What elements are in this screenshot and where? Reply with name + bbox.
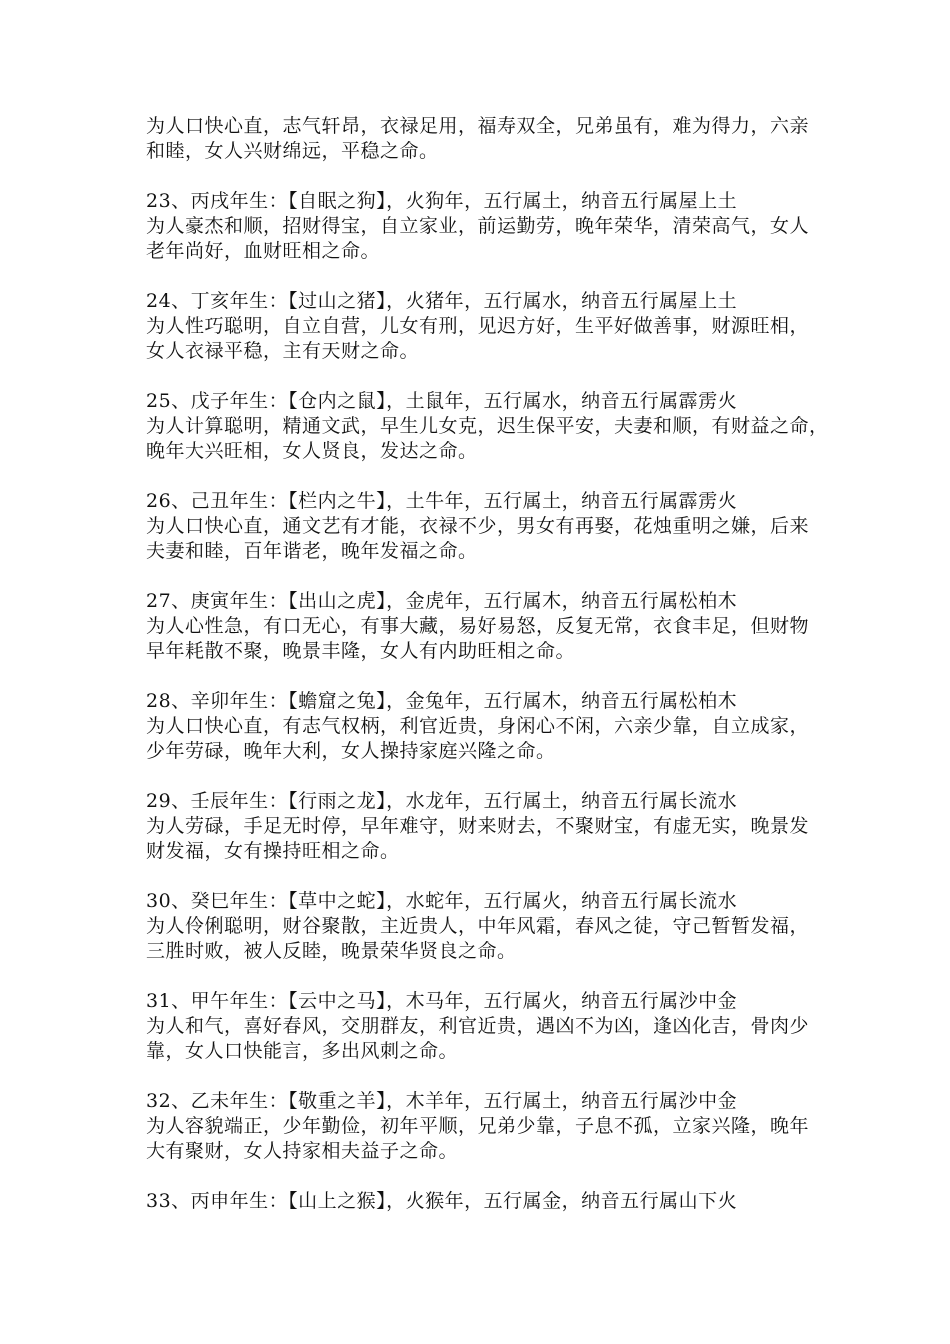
entry-header: 33、丙申年生：【山上之猴】，火猴年，五行属金，纳音五行属山下火 — [146, 1190, 738, 1212]
entry-32 — [146, 1089, 826, 1164]
entry-line: 为人容貌端正，少年勤俭，初年平顺，兄弟少靠，子息不孤，立家兴隆，晚年 — [146, 1115, 810, 1137]
entry-line: 为人心性急，有口无心，有事大藏，易好易怒，反复无常，衣食丰足，但财物 — [146, 615, 810, 637]
entry-27 — [146, 589, 826, 664]
entry-header: 27、庚寅年生：【出山之虎】，金虎年，五行属木，纳音五行属松柏木 — [146, 590, 738, 612]
entry-header: 26、己丑年生：【栏内之牛】，土牛年，五行属土，纳音五行属霹雳火 — [146, 490, 738, 512]
entry-header: 31、甲午年生：【云中之马】，木马年，五行属火，纳音五行属沙中金 — [146, 990, 738, 1012]
entry-25 — [146, 389, 829, 464]
entry-line: 为人性巧聪明，自立自营，儿女有刑，见迟方好，生平好做善事，财源旺相， — [146, 315, 810, 337]
entry-line: 为人和气，喜好春风，交朋群友，利官近贵，遇凶不为凶，逢凶化吉，骨肉少 — [146, 1015, 810, 1037]
entry-29 — [146, 789, 826, 864]
entry-line: 老年尚好，血财旺相之命。 — [146, 240, 381, 262]
entry-header: 29、壬辰年生：【行雨之龙】，水龙年，五行属土，纳音五行属长流水 — [146, 790, 738, 812]
entry-line: 为人口快心直，志气轩昂，衣禄足用，福寿双全，兄弟虽有，难为得力，六亲 — [146, 115, 810, 137]
entry-28 — [146, 689, 826, 764]
entry-line: 靠，女人口快能言，多出风刺之命。 — [146, 1040, 459, 1062]
entry-line: 为人伶俐聪明，财谷聚散，主近贵人，中年风霜，春风之徒，守己暂暂发福， — [146, 915, 810, 937]
entry-line: 为人豪杰和顺，招财得宝，自立家业，前运勤劳，晚年荣华，清荣高气，女人 — [146, 215, 810, 237]
entry-31 — [146, 989, 826, 1064]
entry-24 — [146, 289, 826, 364]
entry-line: 三胜时败，被人反睦，晚景荣华贤良之命。 — [146, 940, 517, 962]
entry-header: 28、辛卯年生：【蟾窟之兔】，金兔年，五行属木，纳音五行属松柏木 — [146, 690, 738, 712]
entry-line: 晚年大兴旺相，女人贤良，发达之命。 — [146, 440, 478, 462]
entry-line: 为人口快心直，通文艺有才能，衣禄不少，男女有再娶，花烛重明之嫌，后来 — [146, 515, 810, 537]
entry-30 — [146, 889, 826, 964]
entry-header: 23、丙戌年生：【自眠之狗】，火狗年，五行属土，纳音五行属屋上土 — [146, 190, 738, 212]
document-page — [146, 114, 829, 1239]
entry-line: 夫妻和睦，百年谐老，晚年发福之命。 — [146, 540, 478, 562]
entry-header: 30、癸巳年生：【草中之蛇】，水蛇年，五行属火，纳音五行属长流水 — [146, 890, 738, 912]
entry-33 — [146, 1189, 826, 1214]
entry-line: 为人计算聪明，精通文武，早生儿女克，迟生保平安，夫妻和顺，有财益之命， — [146, 415, 829, 437]
entry-line: 和睦，女人兴财绵远，平稳之命。 — [146, 140, 439, 162]
entry-23 — [146, 189, 826, 264]
entry-header: 24、丁亥年生：【过山之猪】，火猪年，五行属水，纳音五行属屋上土 — [146, 290, 738, 312]
entry-header: 25、戊子年生：【仓内之鼠】，土鼠年，五行属水，纳音五行属霹雳火 — [146, 390, 738, 412]
entry-line: 为人劳碌，手足无时停，早年难守，财来财去，不聚财宝，有虚无实，晚景发 — [146, 815, 810, 837]
entry-line: 女人衣禄平稳，主有天财之命。 — [146, 340, 420, 362]
entry-line: 财发福，女有操持旺相之命。 — [146, 840, 400, 862]
entry-line: 少年劳碌，晚年大利，女人操持家庭兴隆之命。 — [146, 740, 556, 762]
entry-line: 早年耗散不聚，晚景丰隆，女人有内助旺相之命。 — [146, 640, 576, 662]
entry-line: 大有聚财，女人持家相夫益子之命。 — [146, 1140, 459, 1162]
entry-22-continued — [146, 114, 826, 164]
entry-26 — [146, 489, 826, 564]
entry-line: 为人口快心直，有志气权柄，利官近贵，身闲心不闲，六亲少靠，自立成家， — [146, 715, 810, 737]
entry-header: 32、乙未年生：【敬重之羊】，木羊年，五行属土，纳音五行属沙中金 — [146, 1090, 738, 1112]
